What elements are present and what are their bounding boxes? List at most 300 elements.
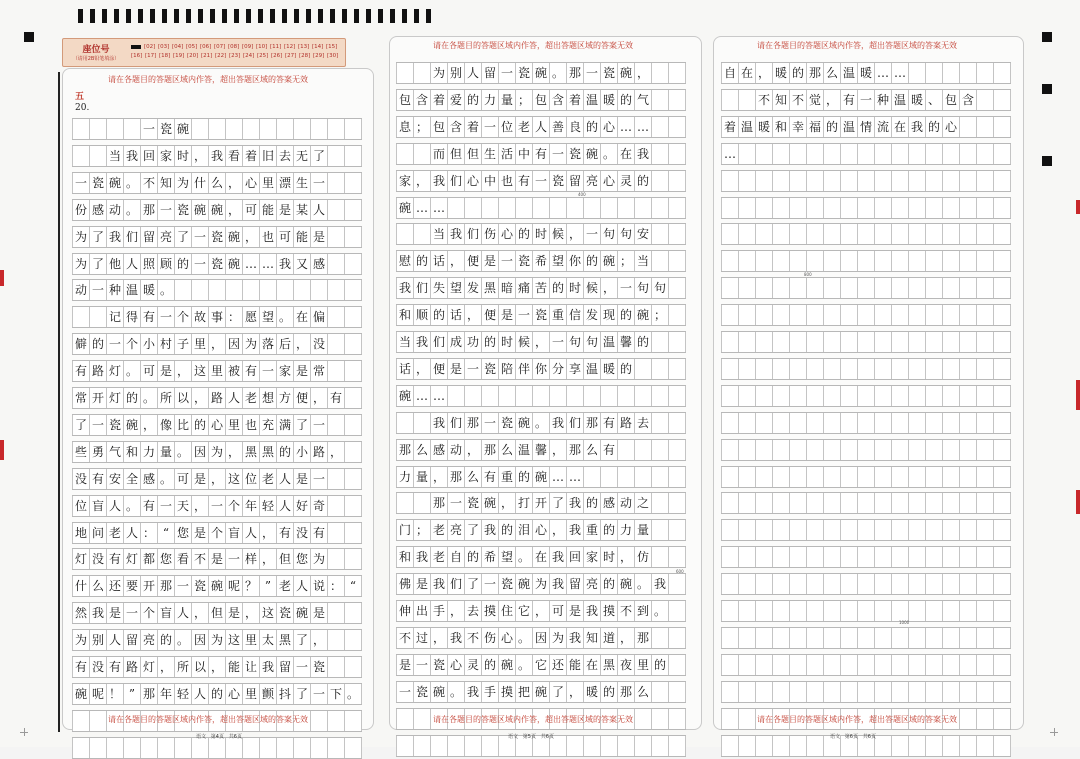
grid-cell[interactable] [841,655,858,675]
grid-cell[interactable]: 为 [209,630,226,650]
grid-cell[interactable]: 因 [192,630,209,650]
grid-cell[interactable] [943,144,960,164]
grid-cell[interactable]: 我 [448,628,465,648]
grid-cell[interactable]: ， [141,415,158,435]
grid-cell[interactable]: 瓷 [209,227,226,247]
grid-cell[interactable] [994,278,1011,298]
grid-cell[interactable]: 们 [567,413,584,433]
seat-digit-option[interactable]: [14] [312,44,324,50]
grid-cell[interactable]: 句 [652,278,669,298]
grid-cell[interactable]: 时 [567,278,584,298]
grid-cell[interactable]: 自 [448,547,465,567]
grid-cell[interactable] [875,601,892,621]
grid-cell[interactable] [841,278,858,298]
grid-cell[interactable]: 好 [294,496,311,516]
grid-cell[interactable] [756,359,773,379]
grid-cell[interactable] [550,198,567,218]
grid-cell[interactable]: 像 [158,415,175,435]
seat-digit-option[interactable]: [22] [215,53,227,59]
seat-digit-option[interactable]: [28] [299,53,311,59]
grid-cell[interactable]: 和 [396,305,414,325]
grid-cell[interactable]: 去 [465,601,482,621]
grid-cell[interactable] [345,388,362,408]
grid-cell[interactable] [858,467,875,487]
grid-cell[interactable]: 了 [311,146,328,166]
grid-cell[interactable] [756,628,773,648]
grid-cell[interactable]: 是 [311,227,328,247]
grid-cell[interactable]: 要 [124,576,141,596]
grid-cell[interactable]: 人 [533,117,550,137]
grid-cell[interactable]: 们 [465,224,482,244]
grid-cell[interactable] [994,440,1011,460]
grid-cell[interactable]: 为 [72,254,90,274]
grid-cell[interactable] [345,549,362,569]
grid-row[interactable] [396,304,686,326]
grid-cell[interactable] [721,305,739,325]
grid-cell[interactable]: 无 [294,146,311,166]
seat-digit-option[interactable]: [12] [284,44,296,50]
grid-cell[interactable] [926,655,943,675]
grid-cell[interactable] [652,171,669,191]
grid-cell[interactable]: 的 [158,630,175,650]
seat-digit-option[interactable]: [30] [327,53,339,59]
grid-cell[interactable]: 个 [226,496,243,516]
grid-cell[interactable] [960,574,977,594]
grid-cell[interactable]: 您 [294,549,311,569]
grid-cell[interactable]: 的 [431,305,448,325]
grid-cell[interactable]: 话 [448,305,465,325]
grid-cell[interactable] [841,386,858,406]
grid-cell[interactable] [824,278,841,298]
grid-row[interactable] [396,197,686,219]
grid-row[interactable] [72,279,362,301]
grid-cell[interactable]: 路 [311,442,328,462]
grid-cell[interactable]: 自 [721,63,739,83]
grid-cell[interactable]: 路 [209,388,226,408]
grid-cell[interactable]: 一 [550,332,567,352]
grid-cell[interactable]: 活 [499,144,516,164]
grid-cell[interactable]: 暖 [773,63,790,83]
grid-cell[interactable] [739,171,756,191]
grid-cell[interactable] [807,251,824,271]
grid-cell[interactable] [943,440,960,460]
grid-cell[interactable]: 种 [107,280,124,300]
grid-cell[interactable] [926,493,943,513]
grid-cell[interactable]: 的 [277,442,294,462]
grid-cell[interactable]: 没 [72,469,90,489]
grid-cell[interactable] [858,332,875,352]
grid-cell[interactable]: 苦 [533,278,550,298]
grid-cell[interactable]: 碗 [396,198,414,218]
grid-cell[interactable]: 望 [448,278,465,298]
grid-cell[interactable] [790,332,807,352]
grid-cell[interactable]: 子 [175,334,192,354]
grid-cell[interactable]: 能 [567,655,584,675]
seat-digit-option[interactable]: [06] [200,44,212,50]
grid-cell[interactable]: 的 [175,254,192,274]
grid-cell[interactable] [635,359,652,379]
grid-cell[interactable]: ， [414,171,431,191]
seat-digit-option[interactable]: [15] [326,44,338,50]
grid-cell[interactable]: ， [448,601,465,621]
grid-cell[interactable] [175,280,192,300]
grid-cell[interactable]: 充 [260,415,277,435]
grid-cell[interactable]: 了 [465,574,482,594]
grid-cell[interactable]: 里 [192,334,209,354]
grid-cell[interactable]: 亮 [584,171,601,191]
grid-cell[interactable] [652,144,669,164]
grid-cell[interactable]: 瓷 [107,415,124,435]
grid-cell[interactable] [72,146,90,166]
grid-cell[interactable] [909,63,926,83]
grid-cell[interactable]: 心 [209,415,226,435]
grid-cell[interactable]: 种 [875,90,892,110]
grid-cell[interactable] [858,171,875,191]
grid-cell[interactable] [790,386,807,406]
grid-cell[interactable]: 瓷 [311,657,328,677]
grid-cell[interactable]: 了 [175,227,192,247]
grid-cell[interactable]: 我 [107,227,124,247]
grid-cell[interactable]: 一 [175,576,192,596]
grid-cell[interactable]: 我 [909,117,926,137]
grid-cell[interactable] [635,386,652,406]
grid-cell[interactable]: ， [635,63,652,83]
grid-row[interactable] [721,116,1011,138]
grid-cell[interactable]: ： [226,307,243,327]
grid-cell[interactable]: 在 [618,144,635,164]
grid-cell[interactable]: 人 [124,254,141,274]
grid-cell[interactable] [243,738,260,758]
grid-cell[interactable] [739,547,756,567]
grid-cell[interactable] [790,493,807,513]
grid-cell[interactable]: 的 [465,90,482,110]
grid-cell[interactable]: 为 [243,334,260,354]
grid-cell[interactable] [875,332,892,352]
grid-cell[interactable]: 痛 [516,278,533,298]
grid-cell[interactable] [926,413,943,433]
grid-cell[interactable] [396,736,414,756]
grid-cell[interactable]: 为 [533,574,550,594]
grid-cell[interactable] [567,386,584,406]
grid-cell[interactable] [669,144,686,164]
grid-cell[interactable] [824,251,841,271]
grid-cell[interactable] [960,628,977,648]
grid-cell[interactable]: 年 [158,684,175,704]
grid-row[interactable] [396,439,686,461]
grid-cell[interactable]: 人 [175,603,192,623]
grid-cell[interactable] [669,493,686,513]
grid-cell[interactable]: 我 [277,254,294,274]
grid-cell[interactable]: 为 [72,227,90,247]
grid-cell[interactable] [756,144,773,164]
grid-cell[interactable] [226,280,243,300]
grid-cell[interactable]: 碗 [482,493,499,513]
grid-cell[interactable] [807,278,824,298]
grid-cell[interactable]: 有 [601,440,618,460]
grid-cell[interactable]: 愿 [243,307,260,327]
grid-cell[interactable] [756,305,773,325]
grid-cell[interactable]: 温 [516,440,533,460]
grid-cell[interactable]: … [875,63,892,83]
grid-cell[interactable] [858,493,875,513]
grid-cell[interactable] [414,224,431,244]
grid-cell[interactable] [841,440,858,460]
grid-cell[interactable] [892,655,909,675]
grid-cell[interactable] [807,655,824,675]
grid-cell[interactable]: 心 [601,117,618,137]
grid-cell[interactable] [824,359,841,379]
grid-cell[interactable]: ， [601,278,618,298]
grid-cell[interactable] [943,601,960,621]
grid-cell[interactable]: 满 [277,415,294,435]
grid-cell[interactable] [141,738,158,758]
grid-cell[interactable]: 。 [550,63,567,83]
grid-cell[interactable] [465,736,482,756]
grid-cell[interactable] [669,467,686,487]
grid-cell[interactable]: 没 [311,334,328,354]
grid-cell[interactable]: 你 [567,251,584,271]
grid-cell[interactable]: 一 [618,278,635,298]
grid-cell[interactable] [618,440,635,460]
grid-cell[interactable] [824,493,841,513]
grid-cell[interactable]: 些 [72,442,90,462]
grid-row[interactable] [721,143,1011,165]
grid-cell[interactable]: 一 [158,496,175,516]
grid-cell[interactable]: 小 [294,442,311,462]
grid-cell[interactable]: 这 [226,630,243,650]
grid-cell[interactable] [345,334,362,354]
grid-cell[interactable]: 量 [414,467,431,487]
grid-cell[interactable]: 的 [584,493,601,513]
grid-cell[interactable]: 老 [516,117,533,137]
grid-cell[interactable] [960,440,977,460]
grid-cell[interactable]: 的 [635,171,652,191]
grid-cell[interactable]: 当 [635,251,652,271]
grid-row[interactable] [396,385,686,407]
grid-cell[interactable] [328,415,345,435]
grid-cell[interactable]: 一 [482,574,499,594]
grid-row[interactable] [396,116,686,138]
grid-cell[interactable] [739,359,756,379]
grid-cell[interactable] [448,736,465,756]
grid-cell[interactable]: 们 [431,332,448,352]
grid-cell[interactable]: 觉 [807,90,824,110]
grid-cell[interactable]: 们 [448,171,465,191]
grid-cell[interactable]: 您 [175,523,192,543]
grid-cell[interactable]: 有 [533,144,550,164]
grid-cell[interactable] [790,628,807,648]
grid-cell[interactable]: 是 [277,200,294,220]
grid-cell[interactable]: 我 [567,493,584,513]
grid-cell[interactable] [790,359,807,379]
grid-cell[interactable] [960,386,977,406]
grid-cell[interactable] [909,251,926,271]
grid-cell[interactable]: 话 [396,359,414,379]
grid-cell[interactable]: 呢 [226,576,243,596]
grid-cell[interactable]: 的 [482,332,499,352]
grid-cell[interactable] [721,736,739,756]
grid-cell[interactable]: ， [311,388,328,408]
grid-cell[interactable]: 生 [482,144,499,164]
grid-cell[interactable]: 老 [431,547,448,567]
grid-cell[interactable]: 包 [431,117,448,137]
grid-cell[interactable]: 瓷 [516,251,533,271]
grid-cell[interactable]: 有 [141,496,158,516]
grid-cell[interactable]: 我 [652,574,669,594]
grid-cell[interactable] [345,280,362,300]
grid-cell[interactable]: 也 [260,227,277,247]
grid-cell[interactable]: 一 [158,307,175,327]
grid-cell[interactable]: 希 [533,251,550,271]
grid-cell[interactable] [756,682,773,702]
grid-cell[interactable]: ， [550,440,567,460]
grid-cell[interactable]: ： [328,576,345,596]
grid-cell[interactable]: 了 [90,227,107,247]
grid-cell[interactable] [994,493,1011,513]
grid-cell[interactable] [669,90,686,110]
grid-cell[interactable]: 人 [294,576,311,596]
grid-cell[interactable]: 发 [584,305,601,325]
grid-cell[interactable]: 瓷 [465,493,482,513]
grid-cell[interactable] [790,467,807,487]
grid-cell[interactable]: 瓷 [499,413,516,433]
grid-cell[interactable] [943,386,960,406]
grid-cell[interactable]: 的 [516,224,533,244]
grid-row[interactable] [72,172,362,194]
grid-cell[interactable] [875,198,892,218]
grid-cell[interactable] [756,520,773,540]
grid-cell[interactable]: 因 [226,334,243,354]
grid-row[interactable] [721,250,1011,272]
grid-cell[interactable] [790,736,807,756]
grid-cell[interactable]: ， [192,388,209,408]
grid-cell[interactable] [72,711,90,731]
grid-cell[interactable] [414,493,431,513]
grid-cell[interactable] [294,738,311,758]
grid-cell[interactable] [175,738,192,758]
grid-cell[interactable] [328,603,345,623]
grid-cell[interactable] [892,359,909,379]
grid-cell[interactable] [345,119,362,139]
grid-cell[interactable] [396,493,414,513]
grid-cell[interactable] [994,601,1011,621]
grid-cell[interactable]: 他 [107,254,124,274]
grid-cell[interactable] [790,278,807,298]
grid-cell[interactable] [652,736,669,756]
grid-cell[interactable]: 村 [158,334,175,354]
grid-cell[interactable] [858,144,875,164]
grid-cell[interactable]: 黑 [260,442,277,462]
grid-cell[interactable]: 别 [90,630,107,650]
grid-cell[interactable]: 亮 [448,520,465,540]
grid-cell[interactable]: 量 [635,520,652,540]
grid-cell[interactable]: 不 [618,601,635,621]
grid-cell[interactable] [943,682,960,702]
grid-cell[interactable]: 佛 [396,574,414,594]
grid-cell[interactable] [875,171,892,191]
grid-cell[interactable] [345,361,362,381]
grid-cell[interactable]: 。 [158,469,175,489]
grid-cell[interactable] [739,574,756,594]
grid-cell[interactable]: 是 [192,469,209,489]
grid-row[interactable] [396,143,686,165]
grid-cell[interactable] [345,657,362,677]
grid-cell[interactable]: 所 [175,657,192,677]
grid-cell[interactable]: 望 [550,251,567,271]
grid-cell[interactable]: 路 [124,657,141,677]
grid-cell[interactable]: 都 [141,549,158,569]
grid-cell[interactable] [824,467,841,487]
grid-cell[interactable]: 为 [72,630,90,650]
grid-cell[interactable]: 么 [90,576,107,596]
grid-cell[interactable] [994,251,1011,271]
grid-cell[interactable]: 感 [601,493,618,513]
grid-cell[interactable]: 是 [107,603,124,623]
grid-cell[interactable] [739,224,756,244]
grid-cell[interactable]: 人 [226,388,243,408]
grid-cell[interactable]: 得 [124,307,141,327]
grid-cell[interactable]: 一 [311,173,328,193]
grid-cell[interactable]: 也 [243,415,260,435]
grid-cell[interactable]: 我 [635,144,652,164]
grid-cell[interactable]: 它 [533,655,550,675]
grid-cell[interactable]: 手 [431,601,448,621]
seat-digit-option[interactable]: [20] [187,53,199,59]
grid-cell[interactable]: 照 [141,254,158,274]
grid-cell[interactable]: 它 [516,601,533,621]
grid-cell[interactable]: 一 [499,251,516,271]
grid-cell[interactable]: 我 [482,520,499,540]
grid-cell[interactable]: 一 [260,361,277,381]
grid-cell[interactable] [807,574,824,594]
grid-cell[interactable] [909,198,926,218]
grid-cell[interactable] [396,413,414,433]
grid-cell[interactable] [960,736,977,756]
grid-cell[interactable] [328,119,345,139]
grid-cell[interactable]: 为 [209,442,226,462]
seat-digit-option[interactable]: [08] [228,44,240,50]
grid-cell[interactable] [72,307,90,327]
grid-cell[interactable]: 有 [107,657,124,677]
grid-cell[interactable]: 的 [516,467,533,487]
grid-cell[interactable] [875,359,892,379]
grid-cell[interactable]: 我 [431,574,448,594]
grid-row[interactable] [721,439,1011,461]
grid-cell[interactable] [875,305,892,325]
grid-cell[interactable] [243,280,260,300]
grid-cell[interactable] [943,628,960,648]
grid-cell[interactable]: 一 [72,173,90,193]
seat-digit-option[interactable]: [11] [270,44,282,50]
grid-row[interactable] [396,519,686,541]
grid-cell[interactable]: 。 [175,442,192,462]
grid-cell[interactable]: 温 [601,332,618,352]
grid-cell[interactable] [739,278,756,298]
grid-cell[interactable]: 一 [482,413,499,433]
grid-cell[interactable] [926,440,943,460]
grid-cell[interactable] [345,630,362,650]
grid-cell[interactable] [841,547,858,567]
grid-cell[interactable]: 里 [243,684,260,704]
grid-cell[interactable] [669,440,686,460]
grid-cell[interactable] [943,467,960,487]
grid-row[interactable] [72,226,362,248]
grid-cell[interactable]: 全 [124,469,141,489]
grid-cell[interactable]: 留 [567,171,584,191]
grid-cell[interactable]: 福 [807,117,824,137]
grid-cell[interactable]: 的 [635,332,652,352]
grid-cell[interactable]: … [567,467,584,487]
